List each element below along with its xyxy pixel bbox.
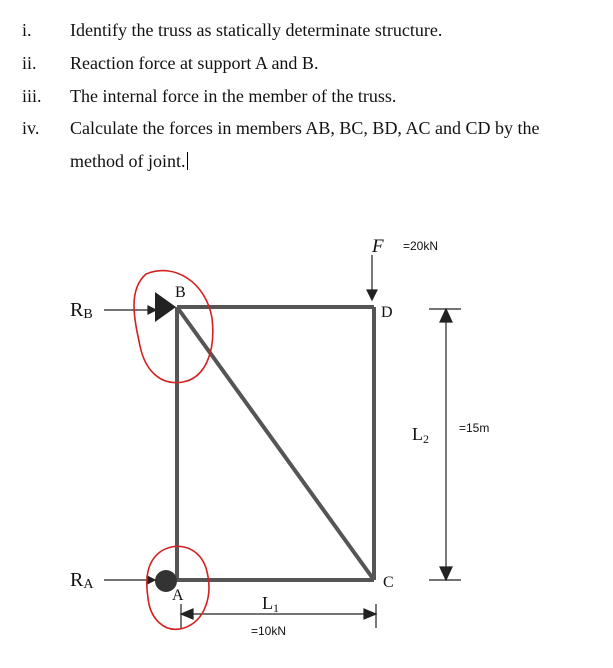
- length2-label: L2: [412, 424, 429, 446]
- reaction-a-label: RA: [70, 569, 94, 592]
- node-c-label: C: [383, 574, 394, 591]
- member-bc: [177, 307, 374, 580]
- length1-value: =10kN: [251, 624, 287, 638]
- dimension-l1-arrow-left: [181, 609, 193, 619]
- dimension-l2-arrow-down: [440, 567, 452, 580]
- support-b-triangle: [155, 292, 176, 322]
- force-symbol-label: F: [372, 236, 384, 257]
- truss-members: [177, 307, 374, 580]
- question-text: Reaction force at support A and B.: [70, 53, 319, 73]
- length1-label: L1: [262, 593, 279, 615]
- length2-value: =15m: [459, 421, 490, 435]
- force-arrowhead: [367, 290, 377, 300]
- reaction-b-arrowhead: [148, 306, 156, 314]
- question-number: iii.: [22, 86, 42, 106]
- question-number: iv.: [22, 118, 40, 138]
- question-text: Calculate the forces in members AB, BC, BD, AC and CD by the: [70, 118, 540, 138]
- dimension-l2-arrow-up: [440, 309, 452, 322]
- node-a-label: A: [172, 587, 184, 604]
- question-text: method of joint.: [70, 151, 186, 171]
- node-b-label: B: [175, 284, 186, 301]
- reaction-a-arrowhead: [147, 576, 155, 584]
- question-text: The internal force in the member of the truss.: [70, 86, 397, 106]
- node-d-label: D: [381, 304, 393, 321]
- force-value-label: =20kN: [403, 239, 439, 253]
- reaction-b-label: RB: [70, 299, 93, 322]
- question-text: Identify the truss as statically determinate structure.: [70, 20, 443, 40]
- question-number: i.: [22, 20, 32, 40]
- dimension-l1-arrow-right: [364, 609, 376, 619]
- annotation-circle-b: [134, 271, 213, 383]
- question-number: ii.: [22, 53, 37, 73]
